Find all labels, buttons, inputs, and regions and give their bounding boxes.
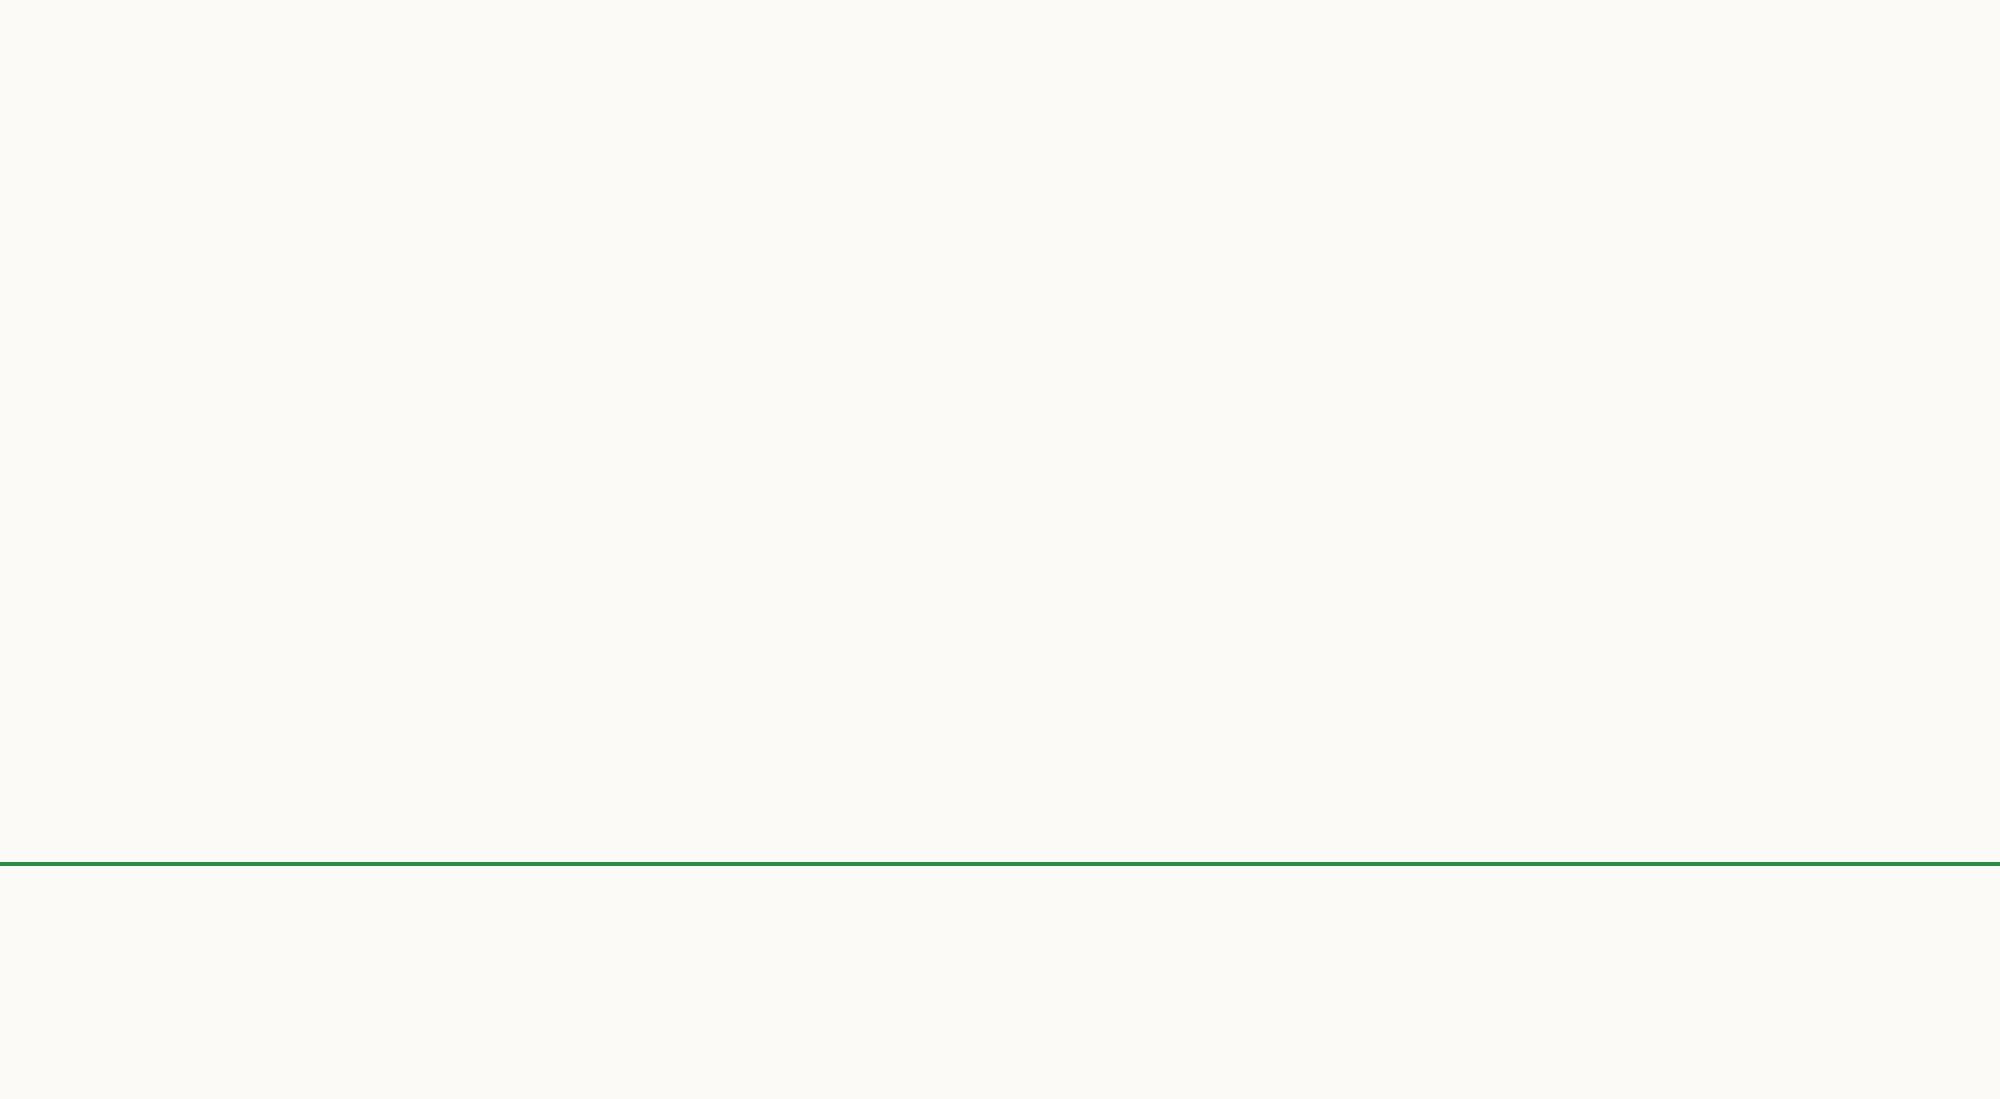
street-index <box>0 862 2000 1099</box>
